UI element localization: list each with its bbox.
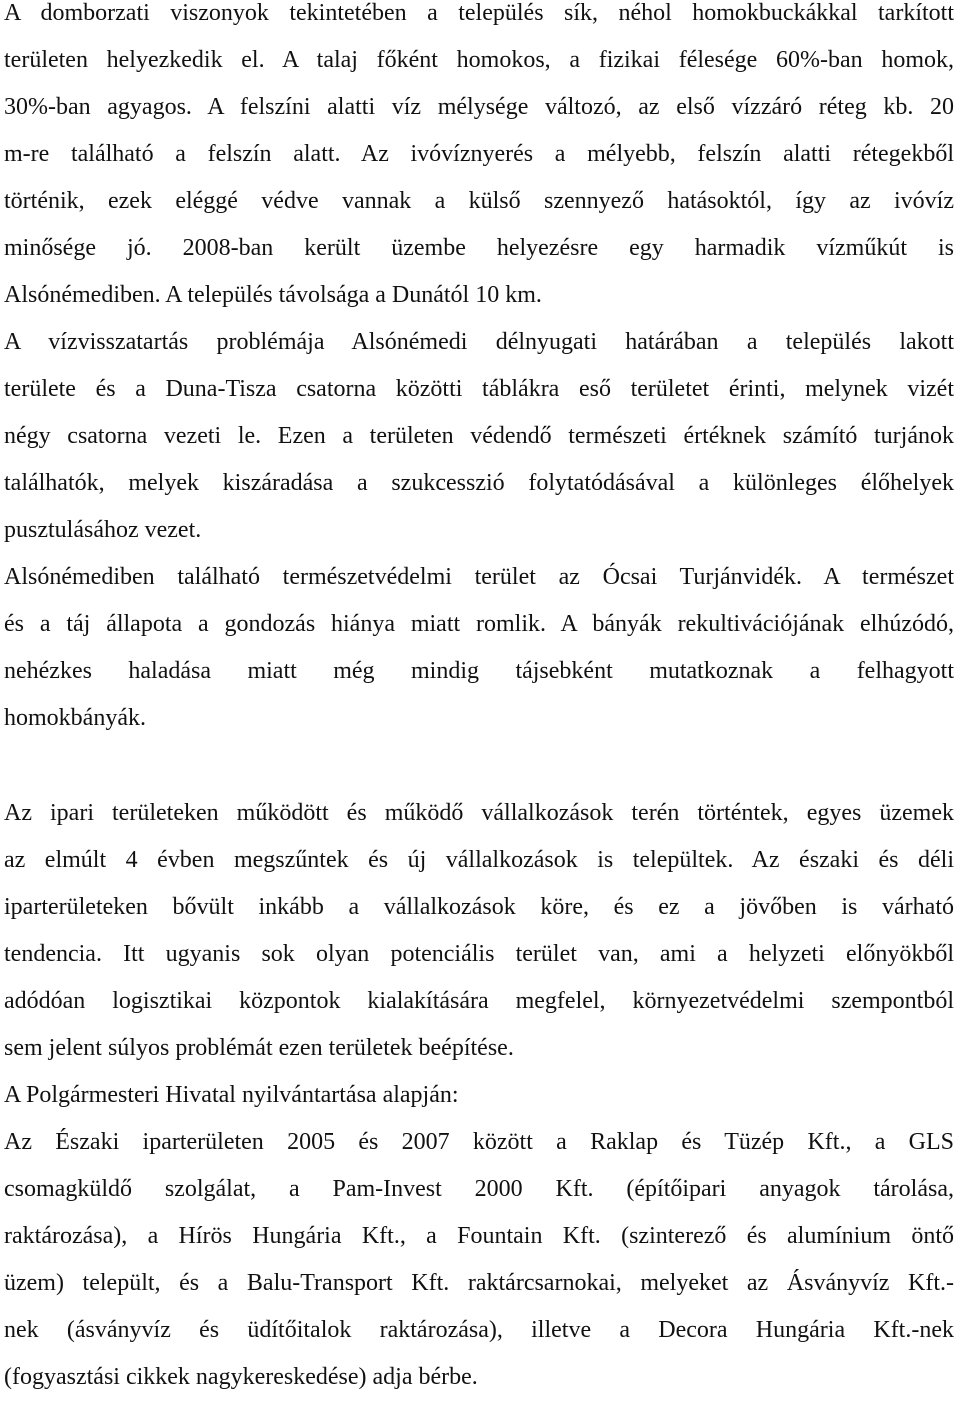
paragraph-industrial-areas: [4, 790, 954, 1072]
paragraph-water-retention: [4, 319, 954, 554]
paragraph-terrain: [4, 0, 954, 319]
text-line: Az Északi iparterületen 2005 és 2007 között a Raklap és Tüzép Kft., a GLS: [4, 1129, 954, 1155]
text-line: Az ipari területeken működött és működő vállalkozások terén történtek, egyes üzemek: [4, 800, 954, 826]
text-line: nek (ásványvíz és üdítőitalok raktározása), illetve a Decora Hungária Kft.-nek: [4, 1317, 954, 1343]
text-line: csomagküldő szolgálat, a Pam-Invest 2000 Kft. (építőipari anyagok tárolása,: [4, 1176, 954, 1202]
text-line: nehézkes haladása miatt még mindig tájsebként mutatkoznak a felhagyott: [4, 658, 954, 684]
text-line: raktározása), a Hírös Hungária Kft., a Fountain Kft. (szinterező és alumínium öntő: [4, 1223, 954, 1249]
text-line: pusztulásához vezet.: [4, 517, 202, 543]
text-line: üzem) települt, és a Balu-Transport Kft. raktárcsarnokai, melyeket az Ásványvíz Kft.-: [4, 1270, 954, 1296]
paragraph-nature-reserve: [4, 554, 954, 742]
text-line: A domborzati viszonyok tekintetében a település sík, néhol homokbuckákkal tarkított: [4, 0, 954, 26]
text-line: az elmúlt 4 évben megszűntek és új vállalkozások is települtek. Az északi és déli: [4, 847, 954, 873]
text-line: tendencia. Itt ugyanis sok olyan potenciális terület van, ami a helyzeti előnyökből: [4, 941, 954, 967]
text-line: m-re található a felszín alatt. Az ivóvíznyerés a mélyebb, felszín alatti rétegekből: [4, 141, 954, 167]
text-line: (fogyasztási cikkek nagykereskedése) adja bérbe.: [4, 1364, 478, 1390]
text-line: Alsónémediben található természetvédelmi terület az Ócsai Turjánvidék. A természet: [4, 564, 954, 590]
text-line: négy csatorna vezeti le. Ezen a területen védendő természeti értéknek számító turjánok: [4, 423, 954, 449]
text-line: iparterületeken bővült inkább a vállalkozások köre, és ez a jövőben is várható: [4, 894, 954, 920]
text-line: homokbányák.: [4, 705, 146, 731]
text-line: 30%-ban agyagos. A felszíni alatti víz mélysége változó, az első vízzáró réteg kb. 20: [4, 94, 954, 120]
text-line: minősége jó. 2008-ban került üzembe helyezésre egy harmadik vízműkút is: [4, 235, 954, 261]
text-line: területe és a Duna-Tisza csatorna közötti táblákra eső területet érinti, melynek vizét: [4, 376, 954, 402]
text-line: és a táj állapota a gondozás hiánya miatt romlik. A bányák rekultivációjának elhúzódó,: [4, 611, 954, 637]
text-line: területen helyezkedik el. A talaj főként homokos, a fizikai félesége 60%-ban homok,: [4, 47, 954, 73]
text-line: A vízvisszatartás problémája Alsónémedi délnyugati határában a település lakott: [4, 329, 954, 355]
paragraph-registry-intro: [4, 1072, 954, 1119]
text-line: találhatók, melyek kiszáradása a szukcesszió folytatódásával a különleges élőhelyek: [4, 470, 954, 496]
paragraph-northern-industrial-zone: [4, 1119, 954, 1401]
text-line: történik, ezek eléggé védve vannak a külső szennyező hatásoktól, így az ivóvíz: [4, 188, 954, 214]
text-line: A Polgármesteri Hivatal nyilvántartása alapján:: [4, 1082, 459, 1108]
text-line: Alsónémediben. A település távolsága a Dunától 10 km.: [4, 282, 542, 308]
text-line: sem jelent súlyos problémát ezen területek beépítése.: [4, 1035, 514, 1061]
text-line: adódóan logisztikai központok kialakítására megfelel, környezetvédelmi szempontból: [4, 988, 954, 1014]
